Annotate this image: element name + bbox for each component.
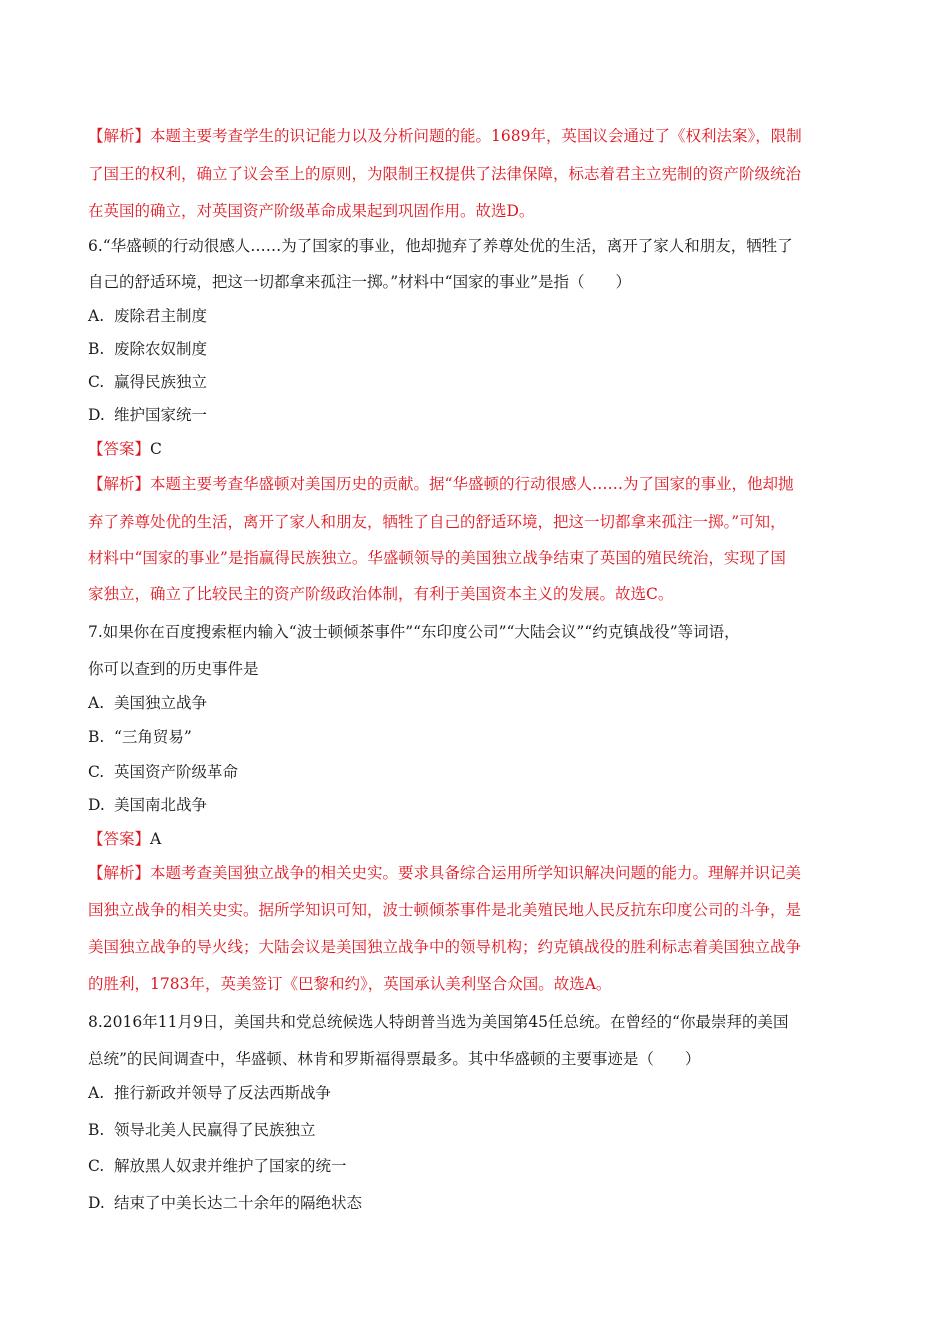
question-8-option-c: C. 解放黑人奴隶并维护了国家的统一	[88, 1157, 347, 1175]
question-6-option-a: A. 废除君主制度	[88, 307, 208, 325]
analysis-5-line-3: 在英国的确立，对英国资产阶级革命成果起到巩固作用。故选D。	[88, 202, 535, 220]
question-6-option-d: D. 维护国家统一	[88, 406, 208, 424]
question-7-analysis-line-4: 的胜利，1783年，英美签订《巴黎和约》，英国承认美利坚合众国。故选A。	[88, 975, 612, 993]
question-8-line-2: 总统”的民间调查中，华盛顿、林肯和罗斯福得票最多。其中华盛顿的主要事迹是（ ）	[88, 1050, 701, 1068]
analysis-tag: 【解析】	[88, 475, 151, 493]
answer-value: C	[150, 440, 162, 458]
answer-tag: 【答案】	[88, 440, 151, 458]
question-8-line-1: 8.2016年11月9日，美国共和党总统候选人特朗普当选为美国第45任总统。在曾经的“你最崇拜的美国	[88, 1013, 789, 1031]
question-7-analysis-line-3: 美国独立战争的导火线；大陆会议是美国独立战争中的领导机构；约克镇战役的胜利标志着美国独立战争	[88, 938, 802, 956]
analysis-5-line-2: 了国王的权利，确立了议会至上的原则，为限制王权提供了法律保障，标志着君主立宪制的资产阶级统治	[88, 165, 802, 183]
question-6-option-b: B. 废除农奴制度	[88, 340, 208, 358]
answer-value: A	[150, 830, 162, 848]
question-6-analysis-line-4: 家独立，确立了比较民主的资产阶级政治体制，有利于美国资本主义的发展。故选C。	[88, 585, 674, 603]
question-6-analysis-line-2: 弃了养尊处优的生活，离开了家人和朋友，牺牲了自己的舒适环境，把这一切都拿来孤注一掷。”可知，	[88, 513, 786, 531]
question-7-option-b: B. “三角贸易”	[88, 728, 192, 746]
question-7-option-c: C. 英国资产阶级革命	[88, 763, 239, 781]
question-7-analysis-line-2: 国独立战争的相关史实。据所学知识可知，波士顿倾茶事件是北美殖民地人民反抗东印度公司的斗争，是	[88, 901, 802, 919]
question-6-answer	[88, 439, 863, 459]
question-7-option-d: D. 美国南北战争	[88, 796, 208, 814]
analysis-tag: 【解析】	[88, 864, 151, 882]
question-8-option-b: B. 领导北美人民赢得了民族独立	[88, 1121, 316, 1139]
question-7-line-2: 你可以查到的历史事件是	[88, 660, 259, 678]
question-7-analysis-line-1: 【解析】本题考查美国独立战争的相关史实。要求具备综合运用所学知识解决问题的能力。理解并识记美	[88, 864, 802, 882]
question-7-option-a: A. 美国独立战争	[88, 694, 208, 712]
analysis-tag: 【解析】	[88, 127, 151, 145]
question-7-line-1: 7.如果你在百度搜索框内输入“波士顿倾茶事件”“东印度公司”“大陆会议”“约克镇战役”等词语，	[88, 623, 740, 641]
question-8-option-d: D. 结束了中美长达二十余年的隔绝状态	[88, 1194, 363, 1212]
question-6-line-2: 自己的舒适环境，把这一切都拿来孤注一掷。”材料中“国家的事业”是指（ ）	[88, 273, 632, 291]
question-6-option-c: C. 赢得民族独立	[88, 373, 208, 391]
question-6-analysis-line-1: 【解析】本题主要考查华盛顿对美国历史的贡献。据“华盛顿的行动很感人……为了国家的事业，他却抛	[88, 475, 794, 493]
question-6-analysis-line-3: 材料中“国家的事业”是指赢得民族独立。华盛顿领导的美国独立战争结束了英国的殖民统治，实现了国	[88, 549, 786, 567]
question-6-line-1: 6.“华盛顿的行动很感人……为了国家的事业，他却抛弃了养尊处优的生活，离开了家人和朋友，牺牲了	[88, 237, 793, 255]
answer-tag: 【答案】	[88, 830, 151, 848]
question-8-option-a: A. 推行新政并领导了反法西斯战争	[88, 1084, 332, 1102]
question-7-answer	[88, 829, 863, 849]
analysis-5-line-1: 【解析】本题主要考查学生的识记能力以及分析问题的能。1689年，英国议会通过了《权利法案》，限制	[88, 127, 802, 145]
